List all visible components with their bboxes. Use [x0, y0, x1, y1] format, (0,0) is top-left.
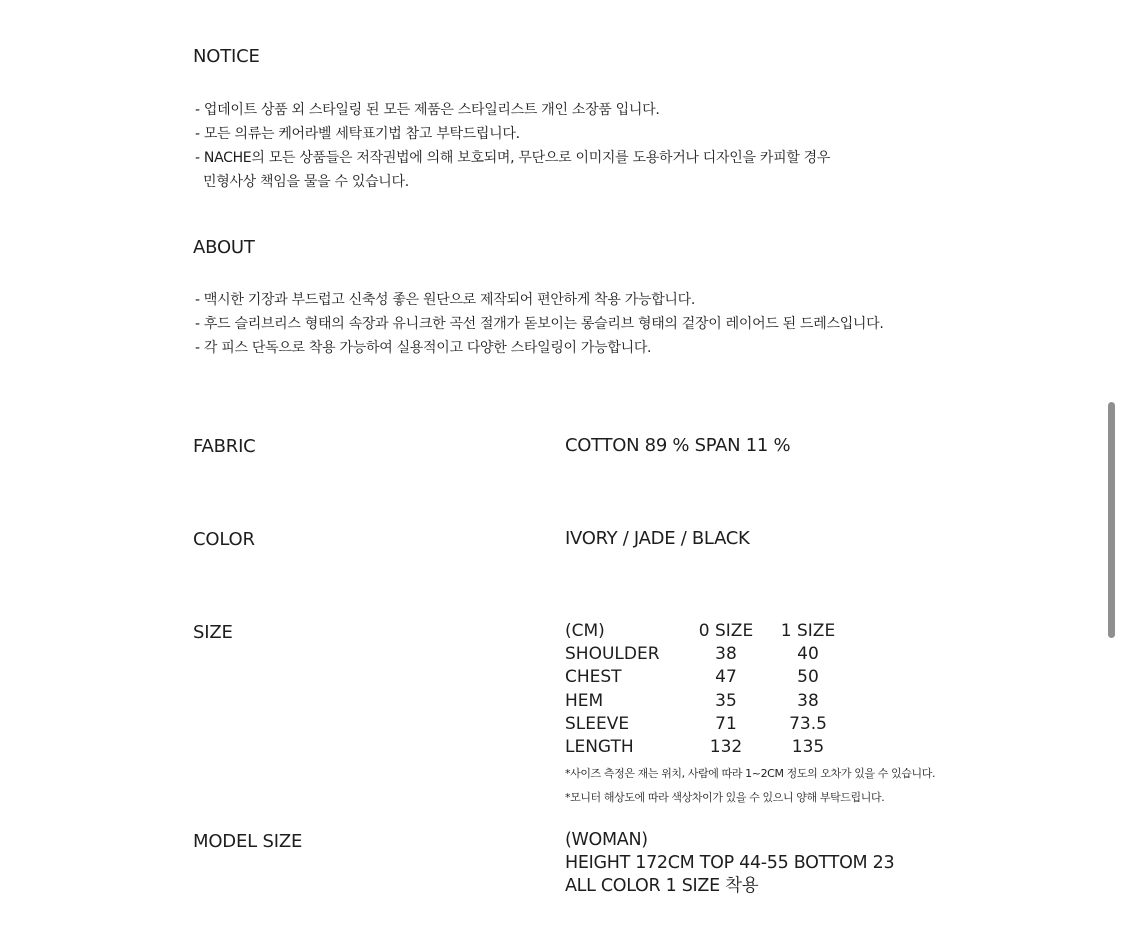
measure-size-1: 135	[791, 737, 825, 758]
model-size-line: HEIGHT 172CM TOP 44-55 BOTTOM 23	[565, 853, 895, 873]
measure-name: HEM	[565, 690, 604, 711]
size-col-0: 0 SIZE	[698, 621, 754, 641]
size-table	[565, 620, 849, 759]
measure-name: SLEEVE	[565, 713, 630, 734]
size-label: SIZE	[193, 622, 233, 643]
notice-title: NOTICE	[193, 46, 260, 67]
about-title: ABOUT	[193, 237, 255, 258]
size-note: *사이즈 측정은 재는 위치, 사람에 따라 1~2CM 정도의 오차가 있을 수 있습니다.	[565, 767, 936, 780]
fabric-value: COTTON 89 % SPAN 11 %	[565, 435, 791, 456]
size-table-header	[565, 620, 849, 643]
measure-size-1: 40	[797, 644, 819, 665]
scrollbar-thumb[interactable]	[1108, 402, 1115, 638]
table-row	[565, 690, 849, 713]
measure-size-0: 38	[715, 644, 737, 665]
table-row	[565, 643, 849, 666]
table-row	[565, 713, 849, 736]
measure-name: LENGTH	[565, 737, 634, 758]
about-line: - 후드 슬리브리스 형태의 속장과 유니크한 곡선 절개가 돋보이는 롱슬리브 형태의 겉장이 레이어드 된 드레스입니다.	[195, 316, 884, 332]
measure-size-1: 73.5	[789, 713, 827, 734]
measure-size-0: 47	[715, 667, 737, 688]
model-size-label: MODEL SIZE	[193, 831, 303, 852]
notice-line: - 업데이트 상품 외 스타일링 된 모든 제품은 스타일리스트 개인 소장품 입니다.	[195, 102, 660, 118]
notice-line: 민형사상 책임을 물을 수 있습니다.	[203, 174, 409, 190]
measure-name: SHOULDER	[565, 644, 660, 665]
table-row	[565, 666, 849, 689]
measure-size-1: 38	[797, 690, 819, 711]
notice-line: - NACHE의 모든 상품들은 저작권법에 의해 보호되며, 무단으로 이미지를 도용하거나 디자인을 카피할 경우	[195, 150, 831, 166]
table-row	[565, 736, 849, 759]
notice-list	[195, 98, 830, 194]
model-size-line: ALL COLOR 1 SIZE 착용	[565, 876, 759, 896]
measure-size-1: 50	[797, 667, 819, 688]
notice-line: - 모든 의류는 케어라벨 세탁표기법 참고 부탁드립니다.	[195, 126, 520, 142]
color-value: IVORY / JADE / BLACK	[565, 528, 750, 549]
measure-name: CHEST	[565, 667, 622, 688]
color-label: COLOR	[193, 529, 255, 550]
measure-size-0: 71	[715, 713, 737, 734]
measure-size-0: 35	[715, 690, 737, 711]
about-line: - 맥시한 기장과 부드럽고 신축성 좋은 원단으로 제작되어 편안하게 착용 가능합니다.	[195, 292, 696, 308]
model-size-list	[565, 829, 894, 898]
model-size-line: (WOMAN)	[565, 830, 648, 850]
size-col-1: 1 SIZE	[780, 621, 836, 641]
size-note: *모니터 해상도에 따라 색상차이가 있을 수 있으니 양해 부탁드립니다.	[565, 791, 885, 804]
fabric-label: FABRIC	[193, 436, 256, 457]
about-list	[195, 288, 884, 360]
size-unit: (CM)	[565, 621, 605, 641]
measure-size-0: 132	[709, 737, 743, 758]
about-line: - 각 피스 단독으로 착용 가능하여 실용적이고 다양한 스타일링이 가능합니다.	[195, 340, 652, 356]
